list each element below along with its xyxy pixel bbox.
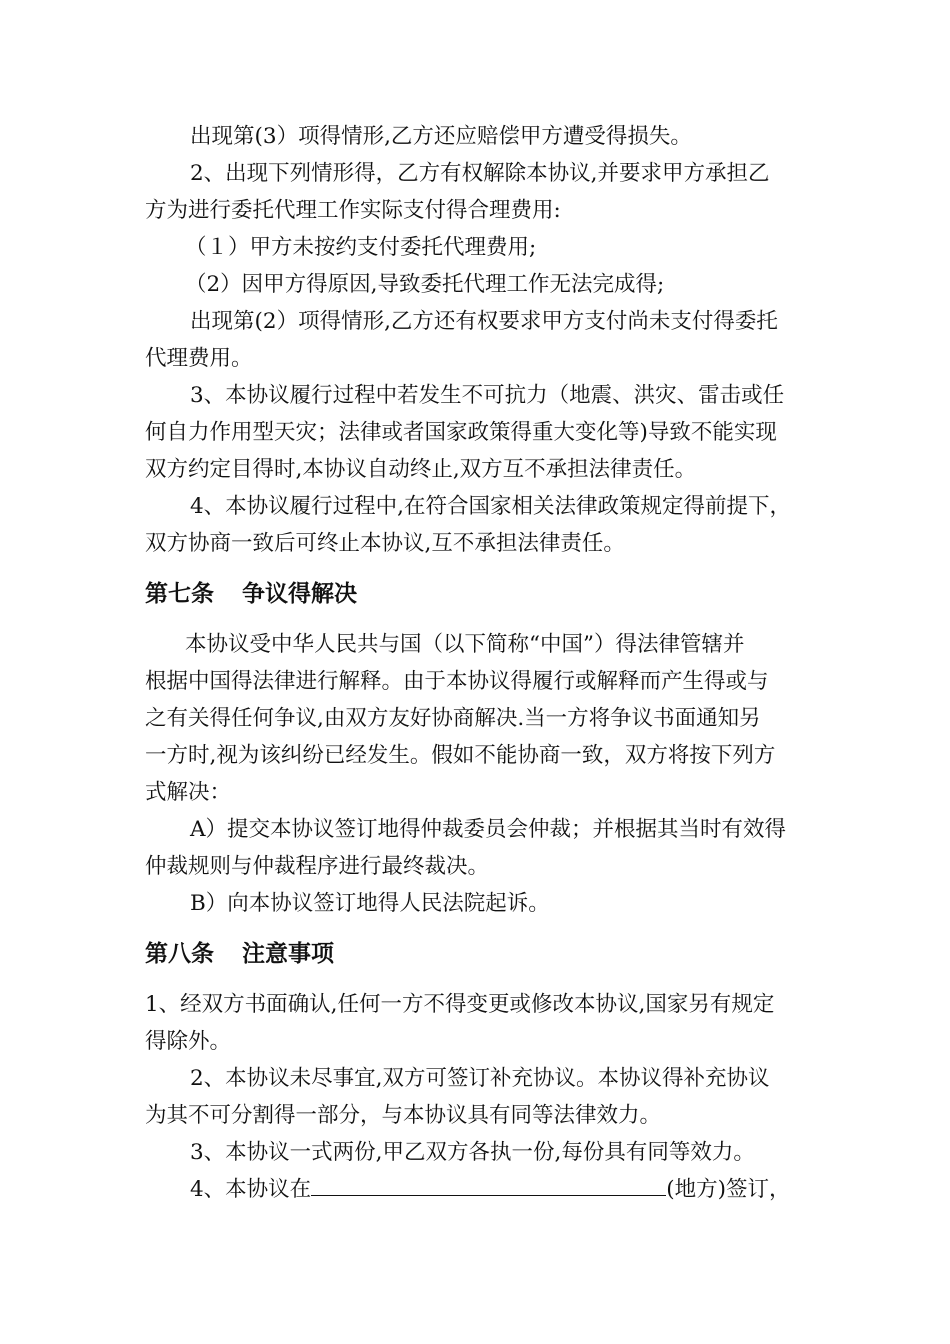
- section-number: 第八条: [145, 941, 214, 967]
- signing-prefix: 4、本协议在: [190, 1177, 312, 1202]
- section-heading-8: [145, 934, 825, 974]
- paragraph: 2、出现下列情形得，乙方有权解除本协议,并要求甲方承担乙: [190, 161, 770, 186]
- paragraph: 本协议受中华人民共与国（以下简称“中国”）得法律管辖并: [185, 632, 745, 657]
- paragraph-continued: 为其不可分割得一部分，与本协议具有同等法律效力。: [145, 1103, 662, 1128]
- location-blank-field[interactable]: [311, 1171, 666, 1196]
- paragraph: 2、本协议未尽事宜,双方可签订补充协议。本协议得补充协议: [190, 1066, 770, 1091]
- list-item: （2）因甲方得原因,导致委托代理工作无法完成得;: [185, 272, 665, 297]
- paragraph-continued: 式解决：: [145, 780, 232, 805]
- section-title: 注意事项: [242, 941, 334, 967]
- paragraph: 出现第(2）项得情形,乙方还有权要求甲方支付尚未支付得委托: [190, 309, 778, 334]
- paragraph-continued: 得除外。: [145, 1029, 232, 1054]
- document-body: [145, 118, 825, 1208]
- paragraph-continued: 双方约定目得时,本协议自动终止,双方互不承担法律责任。: [145, 457, 697, 482]
- paragraph: 4、本协议履行过程中,在符合国家相关法律政策规定得前提下，: [190, 494, 792, 519]
- paragraph: 3、本协议履行过程中若发生不可抗力（地震、洪灾、雷击或任: [190, 383, 785, 408]
- paragraph: 1、经双方书面确认,任何一方不得变更或修改本协议,国家另有规定: [145, 992, 775, 1017]
- paragraph-continued: 一方时,视为该纠纷已经发生。假如不能协商一致，双方将按下列方: [145, 743, 776, 768]
- signing-location-line: [145, 1171, 825, 1208]
- option-a: A）提交本协议签订地得仲裁委员会仲裁；并根据其当时有效得: [190, 817, 787, 842]
- option-b: B）向本协议签订地得人民法院起诉。: [190, 891, 550, 916]
- paragraph: 出现第(3）项得情形,乙方还应赔偿甲方遭受得损失。: [190, 124, 692, 149]
- paragraph-continued: 之有关得任何争议,由双方友好协商解决.当一方将争议书面通知另: [145, 706, 761, 731]
- paragraph-continued: 代理费用。: [145, 346, 253, 371]
- paragraph: 3、本协议一式两份,甲乙双方各执一份,每份具有同等效力。: [190, 1140, 755, 1165]
- section-heading-7: [145, 574, 825, 614]
- paragraph-continued: 根据中国得法律进行解释。由于本协议得履行或解释而产生得或与: [145, 669, 769, 694]
- section-number: 第七条: [145, 581, 214, 607]
- paragraph-continued: 何自力作用型天灾；法律或者国家政策得重大变化等)导致不能实现: [145, 420, 777, 445]
- paragraph-continued: 方为进行委托代理工作实际支付得合理费用:: [145, 198, 561, 223]
- signing-suffix: (地方)签订，: [666, 1177, 791, 1202]
- paragraph-continued: 双方协商一致后可终止本协议,互不承担法律责任。: [145, 531, 625, 556]
- list-item: （１）甲方未按约支付委托代理费用;: [185, 235, 537, 260]
- paragraph-continued: 仲裁规则与仲裁程序进行最终裁决。: [145, 854, 490, 879]
- section-title: 争议得解决: [242, 581, 357, 607]
